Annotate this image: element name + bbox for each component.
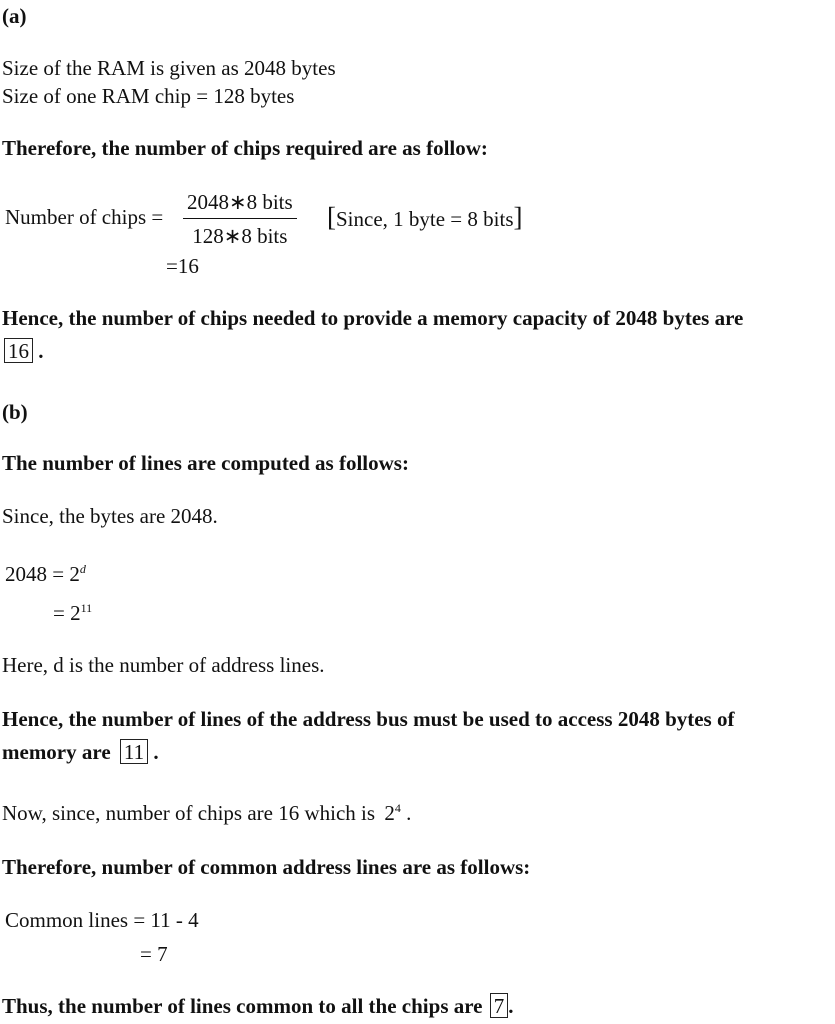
equation-1-base: 2048 = 2	[5, 562, 80, 586]
note-bracket-close: ]	[513, 202, 523, 232]
chips-answer-period: .	[38, 339, 44, 363]
since-bytes-line: Since, the bytes are 2048.	[2, 504, 218, 528]
equation-2-exponent: 11	[80, 601, 93, 615]
part-b-heading: (b)	[2, 400, 28, 424]
common-lines-statement: Therefore, number of common address lines are as follows:	[2, 855, 531, 879]
address-lines-period: .	[153, 740, 159, 764]
address-equation-1	[5, 563, 86, 585]
therefore-chips-statement: Therefore, the number of chips required are as follow:	[2, 136, 488, 160]
chip-size-line: Size of one RAM chip = 128 bytes	[2, 84, 295, 108]
note-text: Since, 1 byte = 8 bits	[336, 207, 514, 231]
chips-conclusion: Hence, the number of chips needed to provide a memory capacity of 2048 bytes are	[2, 306, 744, 330]
chips-power-period: .	[406, 801, 412, 825]
chips-power-line	[2, 802, 411, 824]
address-lines-text: memory are	[2, 740, 111, 764]
part-a-heading: (a)	[2, 4, 27, 28]
definition-d-line: Here, d is the number of address lines.	[2, 653, 325, 677]
chips-fraction	[183, 192, 297, 247]
chips-equation-lhs: Number of chips =	[5, 205, 164, 229]
chips-fraction-numerator: 2048∗8 bits	[187, 190, 293, 214]
lines-computed-statement: The number of lines are computed as follows:	[2, 451, 409, 475]
chips-fraction-denominator: 128∗8 bits	[192, 224, 288, 248]
note-bracket-open: [	[327, 202, 336, 232]
chips-answer-box: 16	[4, 338, 33, 363]
equation-1-exponent: d	[79, 562, 86, 576]
equation-2-base: = 2	[53, 601, 81, 625]
chips-power-exponent: 4	[394, 801, 401, 815]
common-lines-answer-box: 7	[490, 993, 509, 1018]
address-equation-2	[53, 602, 92, 624]
byte-bits-note	[327, 204, 523, 231]
common-lines-conclusion	[2, 993, 514, 1018]
chips-power-text: Now, since, number of chips are 16 which is	[2, 801, 376, 825]
ram-size-line: Size of the RAM is given as 2048 bytes	[2, 56, 336, 80]
common-lines-equation: Common lines = 11 - 4	[5, 908, 199, 932]
common-lines-result: = 7	[140, 942, 168, 966]
address-lines-conclusion-1: Hence, the number of lines of the address bus must be used to access 2048 bytes of	[2, 707, 735, 731]
chips-answer-row	[4, 338, 44, 363]
chips-result: =16	[166, 254, 199, 278]
common-lines-text: Thus, the number of lines common to all the chips are	[2, 994, 483, 1018]
common-lines-period: .	[508, 994, 514, 1018]
address-lines-conclusion-2	[2, 739, 159, 764]
chips-power-base: 2	[384, 801, 395, 825]
address-lines-answer-box: 11	[120, 739, 148, 764]
